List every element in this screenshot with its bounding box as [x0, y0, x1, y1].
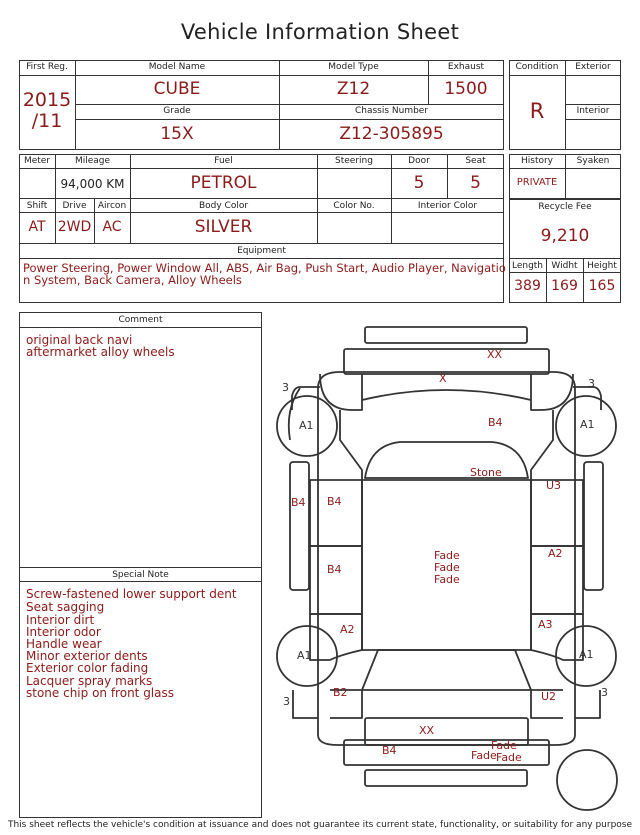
damage-mark-right-sill: A3	[538, 618, 553, 631]
height-value: 165	[588, 278, 616, 294]
special-note-line: Interior dirt	[26, 613, 95, 627]
equipment-line-2: n System, Back Camera, Alloy Wheels	[23, 273, 242, 287]
exterior-label: Exterior	[575, 62, 611, 72]
damage-mark-roof: Fade	[434, 573, 460, 586]
damage-mark-windshield: Stone	[470, 466, 502, 479]
mileage-label: Mileage	[74, 156, 111, 166]
damage-mark-roof: Fade	[434, 561, 460, 574]
damage-mark-left-front-door: B4	[327, 495, 342, 508]
drive-label: Drive	[62, 201, 87, 211]
damage-mark-tailgate: XX	[419, 724, 435, 737]
special-note-label: Special Note	[112, 570, 169, 580]
damage-mark-left-rear-quarter: B2	[333, 686, 348, 699]
shift-value: AT	[28, 219, 46, 235]
damage-mark-rear-bumper-left: B4	[382, 744, 397, 757]
seat-value: 5	[470, 173, 481, 193]
damage-mark-rear-left-corner: 3	[283, 695, 290, 708]
comment-label: Comment	[118, 315, 163, 325]
damage-mark-rear-bumper-right: Fade	[491, 739, 517, 752]
length-label: Length	[511, 261, 544, 271]
damage-mark-left-a-pillar: B4	[291, 496, 306, 509]
special-note-line: stone chip on front glass	[26, 686, 175, 700]
damage-mark-front-right-wheel: A1	[580, 418, 595, 431]
recycle-fee-value: 9,210	[540, 226, 590, 246]
damage-mark-front-bumper: XX	[487, 348, 503, 361]
damage-mark-rear-bumper-right: Fade	[471, 749, 497, 762]
first-reg-label: First Reg.	[26, 62, 68, 72]
length-value: 389	[514, 278, 541, 294]
fuel-value: PETROL	[190, 173, 257, 193]
syaken-label: Syaken	[576, 156, 610, 166]
mileage-value: 94,000 KM	[60, 177, 125, 191]
damage-mark-right-rear-quarter: U2	[541, 690, 557, 703]
damage-mark-left-sill: A2	[340, 623, 355, 636]
meter-label: Meter	[23, 156, 51, 166]
comment-line: original back navi	[26, 333, 133, 347]
steering-label: Steering	[335, 156, 373, 166]
width-value: 169	[551, 278, 578, 294]
page-title: Vehicle Information Sheet	[180, 20, 460, 44]
equipment-label: Equipment	[237, 246, 286, 256]
body-color-label: Body Color	[198, 201, 249, 211]
special-note-line: Exterior color fading	[26, 661, 149, 675]
chassis-number-label: Chassis Number	[354, 106, 429, 116]
damage-mark-rear-bumper-right: Fade	[496, 751, 522, 764]
damage-mark-right-front-door: U3	[546, 479, 562, 492]
width-label: Widht	[551, 261, 578, 271]
aircon-value: AC	[102, 219, 122, 235]
damage-mark-right-rear-door: A2	[548, 547, 563, 560]
damage-mark-front-left-corner: 3	[282, 381, 289, 394]
condition-value: R	[529, 99, 545, 123]
grade-label: Grade	[163, 106, 191, 116]
model-name-label: Model Name	[148, 62, 206, 72]
interior-label: Interior	[576, 106, 610, 116]
exhaust-label: Exhaust	[447, 62, 485, 72]
model-name-value: CUBE	[153, 79, 201, 99]
damage-mark-rear-right-corner: 3	[601, 686, 608, 699]
door-value: 5	[413, 173, 425, 193]
disclaimer-footer: This sheet reflects the vehicle's condition at issuance and does not guarantee its current state, functionality, or suitability for any purpose	[7, 820, 633, 830]
chassis-number-value: Z12-305895	[339, 124, 444, 144]
special-note-line: Seat sagging	[26, 600, 105, 614]
damage-mark-front-left-wheel: A1	[299, 419, 314, 432]
condition-label: Condition	[515, 62, 559, 72]
special-note-line: Screw-fastened lower support dent	[26, 587, 237, 601]
damage-mark-rear-right-wheel: A1	[579, 648, 594, 661]
height-label: Height	[587, 261, 617, 271]
history-label: History	[520, 156, 554, 166]
seat-label: Seat	[465, 156, 486, 166]
door-label: Door	[408, 156, 430, 166]
damage-mark-roof: Fade	[434, 549, 460, 562]
exhaust-value: 1500	[444, 79, 488, 99]
special-note-line: Lacquer spray marks	[26, 674, 153, 688]
model-type-label: Model Type	[328, 62, 379, 72]
special-note-line: Minor exterior dents	[26, 649, 148, 663]
recycle-fee-label: Recycle Fee	[538, 202, 592, 212]
comment-line: aftermarket alloy wheels	[26, 345, 175, 359]
first-reg-year: 2015	[22, 89, 72, 111]
first-reg-month: /11	[31, 110, 63, 132]
aircon-label: Aircon	[97, 201, 127, 211]
grade-value: 15X	[160, 124, 194, 144]
special-note-line: Handle wear	[26, 637, 102, 651]
damage-mark-front-right-corner: 3	[588, 377, 595, 390]
history-value: PRIVATE	[516, 177, 558, 188]
damage-mark-rear-left-wheel: A1	[297, 649, 312, 662]
damage-mark-left-rear-door: B4	[327, 563, 342, 576]
damage-mark-bonnet: X	[439, 372, 447, 385]
special-note-line: Interior odor	[26, 625, 101, 639]
shift-label: Shift	[26, 201, 48, 211]
color-no-label: Color No.	[333, 201, 375, 211]
body-color-value: SILVER	[194, 217, 253, 237]
interior-color-label: Interior Color	[417, 201, 478, 211]
drive-value: 2WD	[57, 219, 92, 235]
model-type-value: Z12	[336, 79, 371, 99]
damage-mark-front-right-fender: B4	[488, 416, 503, 429]
equipment-line-1: Power Steering, Power Window All, ABS, Air Bag, Push Start, Audio Player, Navigatio	[23, 261, 506, 275]
fuel-label: Fuel	[214, 156, 233, 166]
